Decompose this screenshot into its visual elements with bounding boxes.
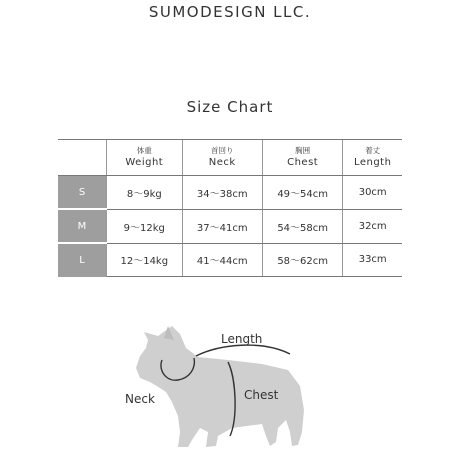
chest-cell: 54〜58cm bbox=[262, 209, 342, 243]
weight-cell: 12〜14kg bbox=[107, 243, 183, 277]
chest-cell: 49〜54cm bbox=[262, 176, 342, 210]
table-row bbox=[58, 176, 402, 210]
dog-silhouette bbox=[136, 326, 304, 447]
header-chest-jp: 胸囲 bbox=[295, 146, 311, 155]
size-label: M bbox=[58, 209, 107, 243]
header-chest-en: Chest bbox=[287, 157, 319, 168]
header-weight bbox=[107, 140, 183, 176]
page-title: Size Chart bbox=[186, 98, 274, 116]
brand-name: SUMODESIGN LLC. bbox=[148, 3, 312, 21]
header-length bbox=[343, 140, 402, 176]
neck-cell: 34〜38cm bbox=[182, 176, 262, 210]
header-weight-en: Weight bbox=[125, 157, 164, 168]
length-cell: 30cm bbox=[343, 176, 402, 210]
size-chart-table bbox=[58, 139, 402, 277]
table-header-row bbox=[58, 140, 402, 176]
length-cell: 32cm bbox=[343, 209, 402, 243]
header-neck-jp: 首回り bbox=[211, 146, 234, 155]
header-neck bbox=[182, 140, 262, 176]
header-chest bbox=[262, 140, 342, 176]
chest-cell: 58〜62cm bbox=[262, 243, 342, 277]
table-row bbox=[58, 209, 402, 243]
header-length-en: Length bbox=[353, 157, 392, 168]
length-measure-line bbox=[196, 345, 290, 356]
length-label: Length bbox=[221, 332, 263, 346]
length-cell: 33cm bbox=[343, 243, 402, 277]
chest-label: Chest bbox=[244, 388, 279, 402]
dog-measurement-diagram bbox=[0, 300, 460, 460]
size-label: L bbox=[58, 243, 107, 277]
neck-cell: 41〜44cm bbox=[182, 243, 262, 277]
weight-cell: 8〜9kg bbox=[107, 176, 183, 210]
neck-cell: 37〜41cm bbox=[182, 209, 262, 243]
header-length-jp: 着丈 bbox=[365, 146, 381, 155]
size-label: S bbox=[58, 176, 107, 210]
table-row bbox=[58, 243, 402, 277]
neck-label: Neck bbox=[125, 392, 155, 406]
header-weight-jp: 体重 bbox=[136, 146, 152, 155]
weight-cell: 9〜12kg bbox=[107, 209, 183, 243]
header-neck-en: Neck bbox=[208, 157, 236, 168]
header-blank-cell bbox=[58, 140, 107, 176]
